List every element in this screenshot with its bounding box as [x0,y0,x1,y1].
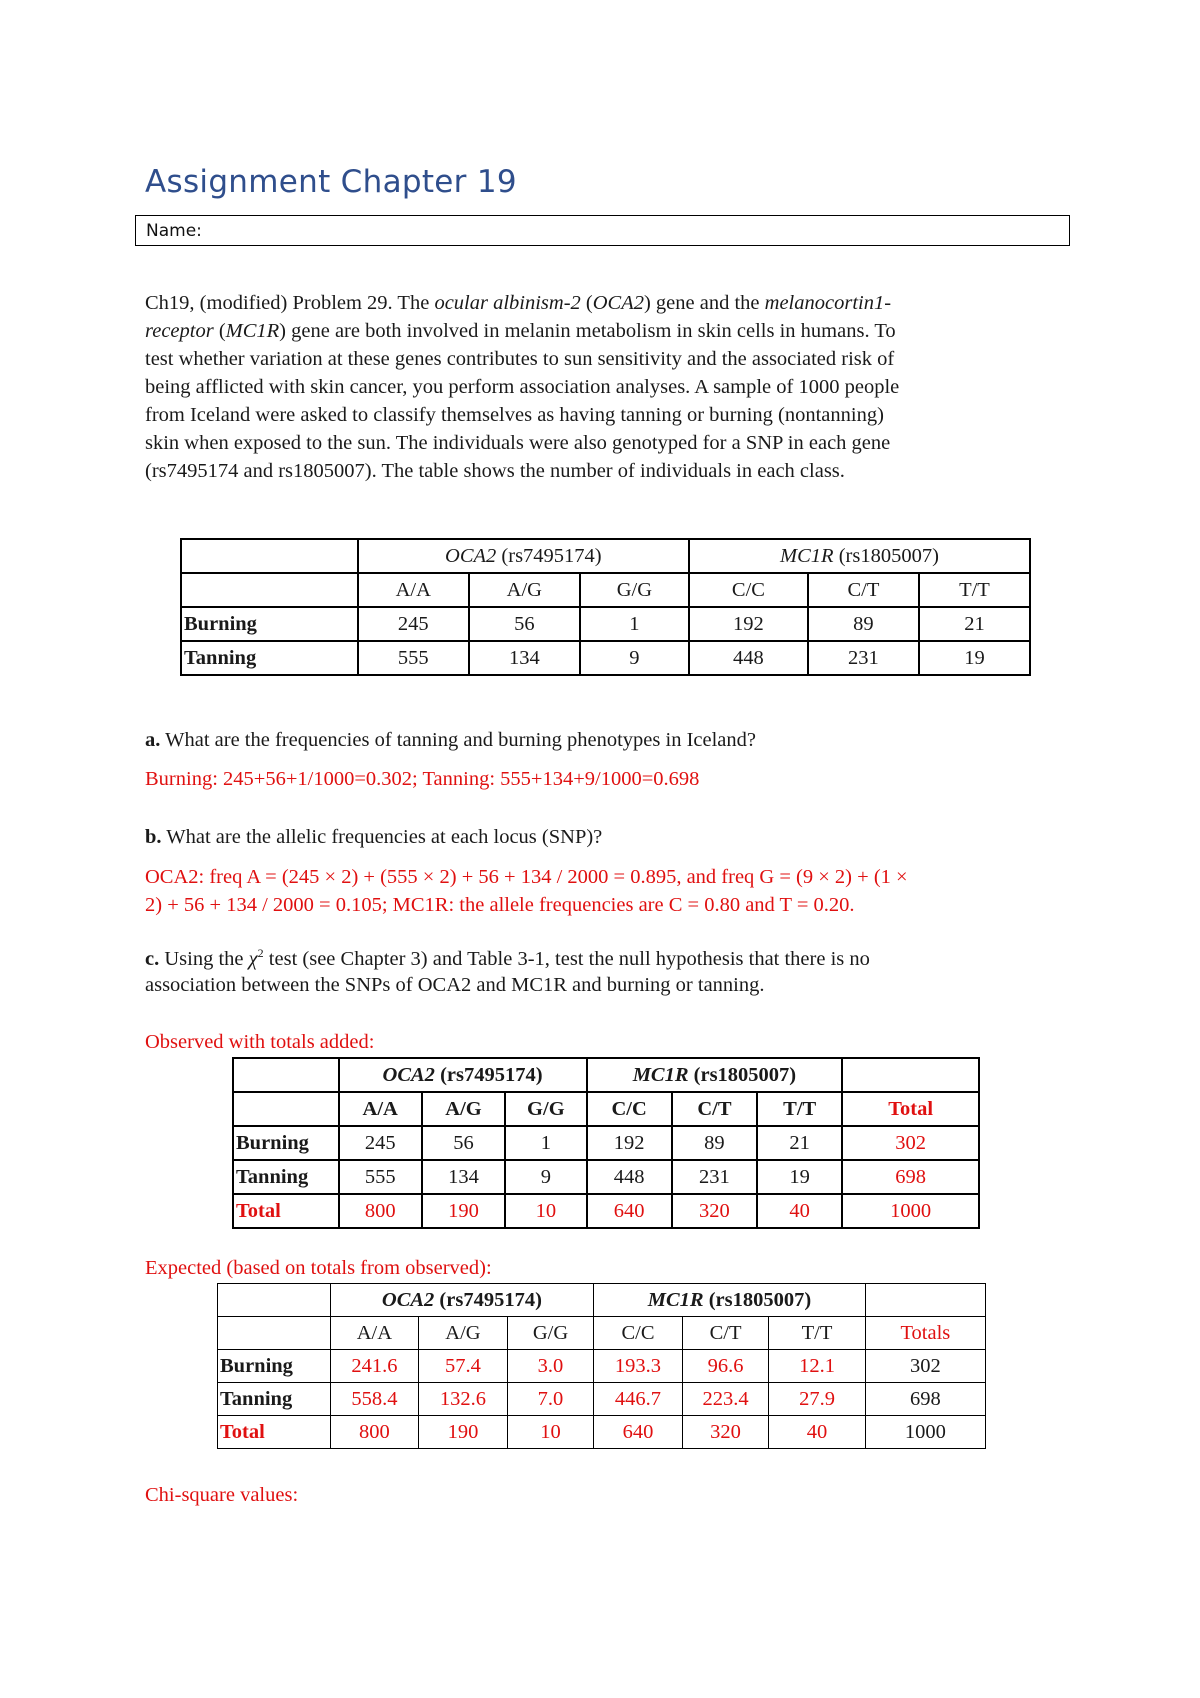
table-row [181,641,1030,675]
question-c-line-1: c. Using the $\chi^2$ test (see Chapter 3) and Table 3-1, test the null hypothesis that there is no [145,946,870,970]
total-cell: 800 [330,1416,419,1449]
table-row [233,1160,979,1194]
total-cell: 40 [769,1416,865,1449]
genotype-cell: A/A [358,573,469,607]
value-cell: 89 [808,607,919,641]
total-cell: 10 [507,1416,593,1449]
row-label: Burning [233,1126,339,1160]
oca2-header: OCA2 (rs7495174) [339,1058,587,1092]
expected-cell: 132.6 [419,1383,508,1416]
expected-cell: 27.9 [769,1383,865,1416]
genotype-cell: C/C [587,1092,672,1126]
total-cell: 320 [672,1194,757,1228]
genotype-cell: T/T [919,573,1030,607]
answer-b-line-2: 2) + 56 + 134 / 2000 = 0.105; MC1R: the allele frequencies are C = 0.80 and T = 0.20. [145,894,855,916]
genotype-cell: A/G [422,1092,505,1126]
value-cell: 21 [757,1126,842,1160]
row-label: Total [233,1194,339,1228]
value-cell: 56 [469,607,580,641]
value-cell: 192 [689,607,808,641]
value-cell: 134 [422,1160,505,1194]
intro-line-7: (rs7495174 and rs1805007). The table shows the number of individuals in each class. [145,460,845,482]
value-cell: 19 [919,641,1030,675]
table-row [218,1350,986,1383]
value-cell: 1 [580,607,689,641]
genotype-cell: C/C [594,1317,683,1350]
value-cell: 56 [422,1126,505,1160]
genotype-cell: T/T [769,1317,865,1350]
row-label: Burning [181,607,358,641]
total-header: Total [842,1092,979,1126]
total-cell: 640 [587,1194,672,1228]
expected-caption: Expected (based on totals from observed): [145,1257,492,1279]
value-cell: 245 [339,1126,422,1160]
expected-cell: 241.6 [330,1350,419,1383]
oca2-header: OCA2 (rs7495174) [358,539,689,573]
value-cell: 9 [580,641,689,675]
value-cell: 231 [672,1160,757,1194]
blank-cell [181,573,358,607]
row-label: Tanning [181,641,358,675]
genotype-cell: A/A [339,1092,422,1126]
row-label: Tanning [233,1160,339,1194]
answer-b-line-1: OCA2: freq A = (245 × 2) + (555 × 2) + 56 + 134 / 2000 = 0.895, and freq G = (9 × 2) + (1 × [145,866,908,888]
table-row [181,607,1030,641]
oca2-header: OCA2 (rs7495174) [330,1284,594,1317]
chi-symbol: χ [248,947,258,970]
expected-table [217,1283,986,1449]
name-label: Name: [146,221,202,241]
expected-cell: 7.0 [507,1383,593,1416]
observed-caption: Observed with totals added: [145,1031,375,1053]
total-cell: 320 [682,1416,769,1449]
total-cell: 698 [842,1160,979,1194]
table-row-total [233,1194,979,1228]
intro-line-4: being afflicted with skin cancer, you perform association analyses. A sample of 1000 people [145,376,900,398]
expected-cell: 193.3 [594,1350,683,1383]
value-cell: 245 [358,607,469,641]
row-label: Tanning [218,1383,331,1416]
genotype-cell: G/G [507,1317,593,1350]
intro-line-6: skin when exposed to the sun. The individuals were also genotyped for a SNP in each gene [145,432,891,454]
answer-a: Burning: 245+56+1/1000=0.302; Tanning: 555+134+9/1000=0.698 [145,768,700,790]
observed-table [232,1057,980,1229]
expected-cell: 446.7 [594,1383,683,1416]
total-cell: 1000 [865,1416,985,1449]
value-cell: 89 [672,1126,757,1160]
genotype-cell: C/T [672,1092,757,1126]
mc1r-header: MC1R (rs1805007) [594,1284,866,1317]
intro-line-3: test whether variation at these genes contributes to sun sensitivity and the associated risk of [145,348,895,370]
genotype-cell: A/G [419,1317,508,1350]
value-cell: 231 [808,641,919,675]
expected-cell: 96.6 [682,1350,769,1383]
mc1r-header: MC1R (rs1805007) [689,539,1030,573]
total-cell: 302 [842,1126,979,1160]
total-cell: 1000 [842,1194,979,1228]
value-cell: 19 [757,1160,842,1194]
intro-line-2: receptor (MC1R) gene are both involved in melanin metabolism in skin cells in humans. To [145,320,896,342]
row-label: Total [218,1416,331,1449]
total-cell: 640 [594,1416,683,1449]
expected-cell: 223.4 [682,1383,769,1416]
row-label: Burning [218,1350,331,1383]
mc1r-header: MC1R (rs1805007) [587,1058,843,1092]
total-cell: 10 [505,1194,586,1228]
name-field[interactable] [135,215,1070,246]
blank-cell [218,1317,331,1350]
total-cell: 190 [422,1194,505,1228]
genotype-cell: A/A [330,1317,419,1350]
blank-cell [865,1284,985,1317]
question-b: b. What are the allelic frequencies at each locus (SNP)? [145,826,603,848]
page-title: Assignment Chapter 19 [145,164,517,200]
value-cell: 448 [689,641,808,675]
total-cell: 800 [339,1194,422,1228]
table-row-total [218,1416,986,1449]
totals-header: Totals [865,1317,985,1350]
question-a: a. What are the frequencies of tanning and burning phenotypes in Iceland? [145,729,756,751]
genotype-cell: T/T [757,1092,842,1126]
expected-cell: 12.1 [769,1350,865,1383]
genotype-cell: C/T [682,1317,769,1350]
total-cell: 190 [419,1416,508,1449]
value-cell: 9 [505,1160,586,1194]
question-c-line-2: association between the SNPs of OCA2 and MC1R and burning or tanning. [145,974,765,996]
value-cell: 1 [505,1126,586,1160]
blank-cell [181,539,358,573]
genotype-cell: G/G [505,1092,586,1126]
table-row [218,1383,986,1416]
blank-cell [218,1284,331,1317]
genotype-cell: C/T [808,573,919,607]
value-cell: 192 [587,1126,672,1160]
expected-cell: 558.4 [330,1383,419,1416]
table-row [233,1126,979,1160]
genotype-cell: G/G [580,573,689,607]
value-cell: 555 [358,641,469,675]
total-cell: 698 [865,1383,985,1416]
expected-cell: 57.4 [419,1350,508,1383]
intro-line-5: from Iceland were asked to classify themselves as having tanning or burning (nontanning) [145,404,884,426]
genotype-cell: A/G [469,573,580,607]
genotype-cell: C/C [689,573,808,607]
blank-cell [842,1058,979,1092]
expected-cell: 3.0 [507,1350,593,1383]
problem-intro [145,289,1075,485]
intro-line-1: Ch19, (modified) Problem 29. The ocular albinism-2 (OCA2) gene and the melanocortin1- [145,292,892,314]
value-cell: 448 [587,1160,672,1194]
blank-cell [233,1058,339,1092]
value-cell: 21 [919,607,1030,641]
blank-cell [233,1092,339,1126]
value-cell: 134 [469,641,580,675]
value-cell: 555 [339,1160,422,1194]
genotype-table [180,538,1031,676]
chi-square-caption: Chi-square values: [145,1484,299,1506]
total-cell: 302 [865,1350,985,1383]
total-cell: 40 [757,1194,842,1228]
